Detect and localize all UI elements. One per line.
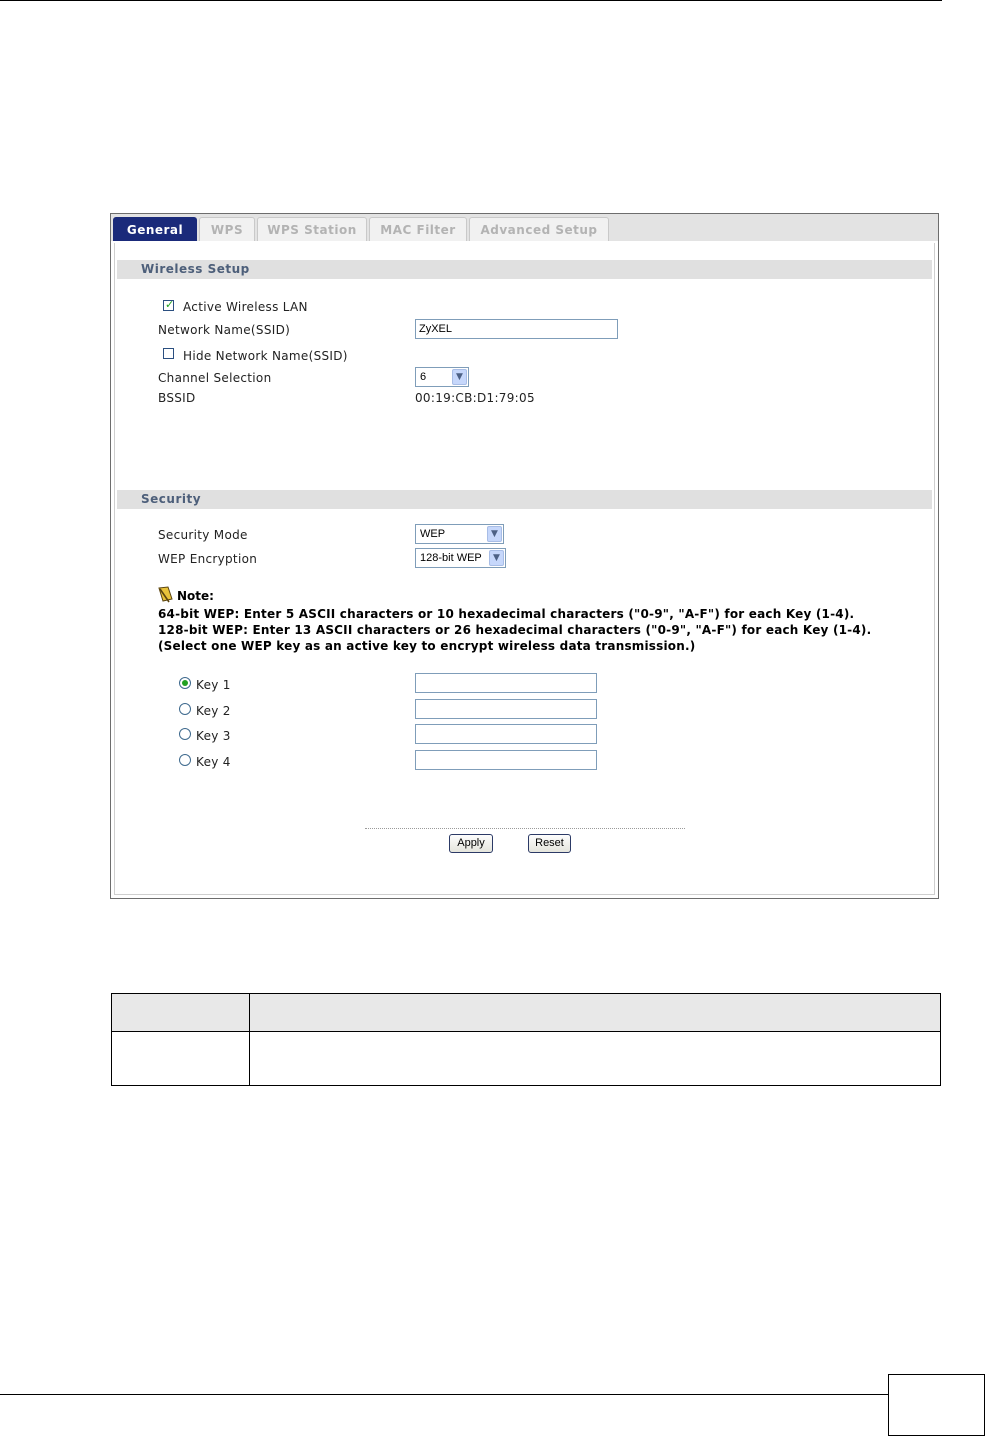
bssid-label: BSSID <box>158 391 196 405</box>
hide-network-name-label: Hide Network Name(SSID) <box>183 349 348 363</box>
key-2-input[interactable] <box>415 699 597 719</box>
security-header: Security <box>117 490 932 509</box>
tab-general[interactable]: General <box>113 217 197 241</box>
key-2-radio[interactable] <box>179 703 191 715</box>
chevron-down-icon[interactable]: ▼ <box>452 369 467 385</box>
tab-bar <box>111 214 938 243</box>
note-line-64bit: 64-bit WEP: Enter 5 ASCII characters or 10 hexadecimal characters ("0-9", "A-F") for each Key (1-4). <box>158 607 855 621</box>
wireless-settings-panel <box>110 213 939 899</box>
note-line-128bit: 128-bit WEP: Enter 13 ASCII characters or 26 hexadecimal characters ("0-9", "A-F") for each Key (1-4). <box>158 623 872 637</box>
network-name-label: Network Name(SSID) <box>158 323 291 337</box>
wep-encryption-select[interactable] <box>415 548 506 568</box>
key-1-label: Key 1 <box>196 678 231 692</box>
key-3-label: Key 3 <box>196 729 231 743</box>
channel-selection-value: 6 <box>420 371 427 383</box>
page-top-rule <box>0 0 942 1</box>
security-mode-select[interactable] <box>415 524 504 544</box>
note-icon <box>157 586 174 603</box>
page-number-box <box>888 1374 985 1436</box>
network-name-input[interactable]: ZyXEL <box>415 319 618 339</box>
radio-selected-dot <box>182 680 188 686</box>
note-line-select-key: (Select one WEP key as an active key to encrypt wireless data transmission.) <box>158 639 696 653</box>
key-1-input[interactable] <box>415 673 597 693</box>
tab-wps[interactable]: WPS <box>199 217 255 241</box>
apply-button[interactable]: Apply <box>449 834 493 853</box>
page-bottom-rule <box>0 1394 888 1395</box>
table-header-cell <box>250 994 941 1032</box>
table-cell <box>112 1032 250 1086</box>
table-header-cell <box>112 994 250 1032</box>
hide-network-name-checkbox[interactable] <box>163 348 174 359</box>
description-table <box>111 993 941 1086</box>
key-2-label: Key 2 <box>196 704 231 718</box>
key-3-input[interactable] <box>415 724 597 744</box>
security-mode-label: Security Mode <box>158 528 248 542</box>
tab-mac-filter[interactable]: MAC Filter <box>369 217 467 241</box>
key-1-radio[interactable] <box>179 677 191 689</box>
table-row <box>112 1032 941 1086</box>
key-4-label: Key 4 <box>196 755 231 769</box>
security-mode-value: WEP <box>420 528 446 540</box>
tab-wps-station[interactable]: WPS Station <box>257 217 367 241</box>
reset-button[interactable]: Reset <box>528 834 571 853</box>
chevron-down-icon[interactable]: ▼ <box>487 526 502 542</box>
button-divider <box>365 828 685 829</box>
tab-advanced-setup[interactable]: Advanced Setup <box>469 217 609 241</box>
channel-selection-select[interactable] <box>415 367 469 387</box>
active-wireless-lan-checkbox[interactable] <box>163 300 174 311</box>
bssid-value: 00:19:CB:D1:79:05 <box>415 391 535 405</box>
chevron-down-icon[interactable]: ▼ <box>489 550 504 566</box>
key-3-radio[interactable] <box>179 728 191 740</box>
channel-selection-label: Channel Selection <box>158 371 272 385</box>
checkmark-icon: ✓ <box>165 298 175 311</box>
key-4-radio[interactable] <box>179 754 191 766</box>
table-header-row <box>112 994 941 1032</box>
wireless-setup-header: Wireless Setup <box>117 260 932 279</box>
wep-encryption-label: WEP Encryption <box>158 552 258 566</box>
table-cell <box>250 1032 941 1086</box>
key-4-input[interactable] <box>415 750 597 770</box>
wep-encryption-value: 128-bit WEP <box>420 552 482 564</box>
tab-content <box>114 243 935 895</box>
note-title: Note: <box>177 589 214 603</box>
active-wireless-lan-label: Active Wireless LAN <box>183 300 308 314</box>
